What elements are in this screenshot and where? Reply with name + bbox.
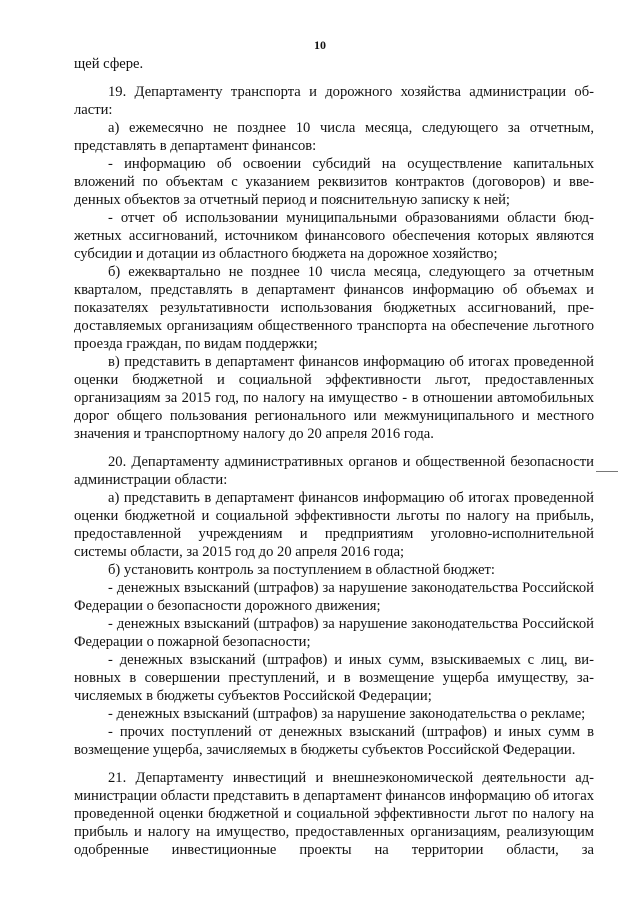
page-number: 10 [314,38,326,52]
paragraph-continuation: щей сфере. [74,56,144,72]
paragraph-bullet: - отчет об использовании муниципальными образованиями области бюджетных ассигнований, источником финансового обеспечения которых являются субсидии и дотации из областного бюджета на дорожное хозяйство; [74,210,594,262]
paragraph-bullet: - денежных взысканий (штрафов) за нарушение законодательства Российской Федерации о пожарной безопасности; [74,616,594,650]
margin-mark [596,471,618,472]
paragraph-item-19v: в) представить в департамент финансов информацию об итогах проведенной оценки бюджетной и социальной эффективности льгот, предоставленных организациям за 2015 год, по налогу на имущество - в отношении автомобильных дорог общего пользования регионального или межмуниципального и местного значения и транспортному налогу до 20 апреля 2016 года. [74,354,594,442]
paragraph-bullet: - прочих поступлений от денежных взысканий (штрафов) и иных сумм в возмещение ущерба, зачисляемых в бюджеты субъектов Российской Федерации. [74,724,594,758]
paragraph-bullet: - информацию об освоении субсидий на осуществление капитальных вложений по объектам с указанием реквизитов контрактов (договоров) и введенных объектов за отчетный период и пояснительную записку к ней; [74,156,594,208]
paragraph-item-20a: а) представить в департамент финансов информацию об итогах проведенной оценки бюджетной и социальной эффективности льготы по налогу на прибыль, предоставленной учреждениям и предприятиям уголовно-исполнительной системы области, за 2015 год до 20 апреля 2016 года; [74,490,594,560]
paragraph-bullet: - денежных взысканий (штрафов) и иных сумм, взыскиваемых с лиц, виновных в совершении преступлений, и в возмещение ущерба имуществу, зачисляемых в бюджеты субъектов Российской Федерации; [74,652,594,704]
document-body [74,55,594,859]
paragraph-item-20b: б) установить контроль за поступлением в областной бюджет: [108,562,495,578]
paragraph-item-19: 19. Департаменту транспорта и дорожного хозяйства администрации области: [74,84,594,118]
paragraph-bullet: - денежных взысканий (штрафов) за нарушение законодательства о рекламе; [108,706,586,722]
paragraph-item-19b: б) ежеквартально не позднее 10 числа месяца, следующего за отчетным кварталом, представлять в департамент финансов информацию об объемах и показателях результативности использования бюджетных ассигнований, предоставляемых организациям общественного транспорта на обеспечение льготного проезда граждан, по видам поддержки; [74,264,594,352]
paragraph-bullet: - денежных взысканий (штрафов) за нарушение законодательства Российской Федерации о безопасности дорожного движения; [74,580,594,614]
paragraph-item-20: 20. Департаменту административных органов и общественной безопасности администрации области: [74,454,594,488]
paragraph-item-21: 21. Департаменту инвестиций и внешнеэкономической деятельности администрации области представить в департамент финансов информацию об итогах проведенной оценки бюджетной и социальной эффективности льгот по налогу на прибыль и налогу на имущество, предоставленных организациям, реализующим одобренные инвестиционные проекты на территории области, за [74,770,594,858]
paragraph-item-19a: а) ежемесячно не позднее 10 числа месяца, следующего за отчетным, представлять в департамент финансов: [74,120,594,154]
